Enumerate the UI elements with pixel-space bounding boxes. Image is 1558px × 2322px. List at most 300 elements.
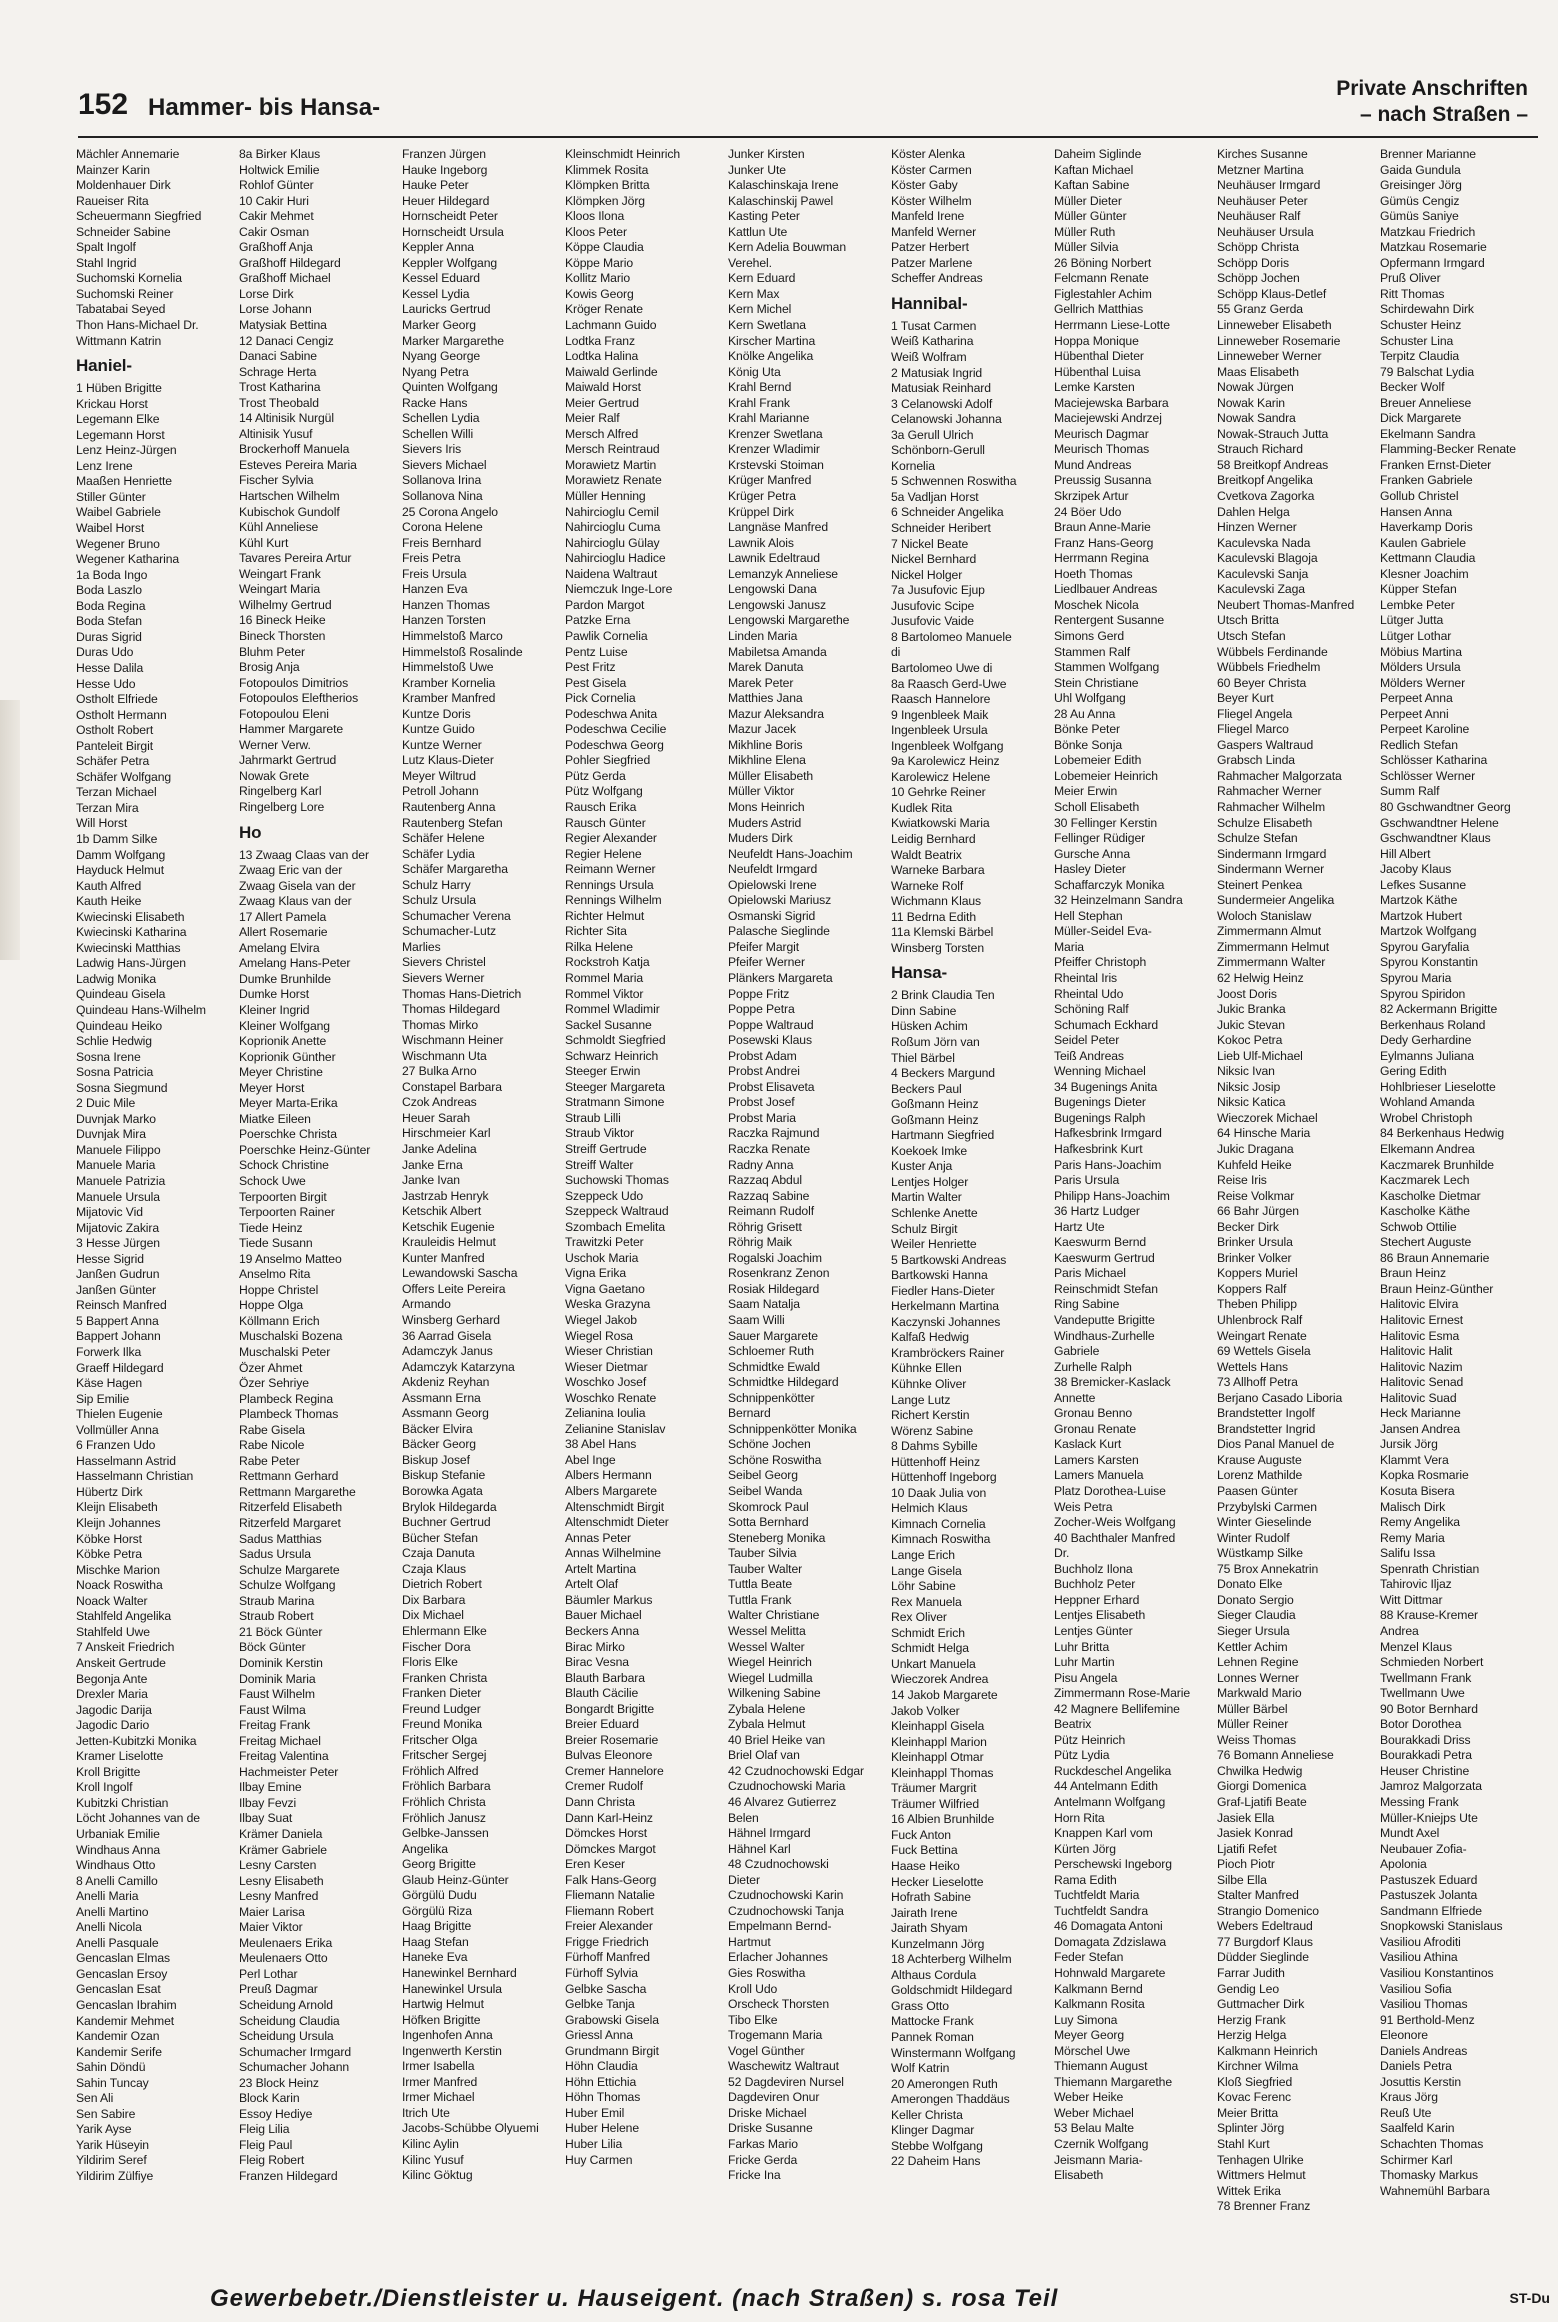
- resident-entry: Linden Maria: [728, 628, 798, 643]
- resident-entry: Fleig Paul: [239, 2137, 293, 2152]
- resident-entry: Kwiatkowski Maria: [891, 816, 990, 831]
- resident-entry: 44 Antelmann Edith: [1054, 1779, 1158, 1794]
- resident-entry: Kosuta Bisera: [1380, 1484, 1455, 1499]
- resident-entry: 16 Bineck Heike: [239, 613, 326, 628]
- resident-entry: Lorse Dirk: [239, 286, 294, 301]
- resident-entry: Kühnke Ellen: [891, 1361, 962, 1376]
- resident-entry: Perpeet Karoline: [1380, 722, 1470, 737]
- resident-entry: 8 Bartolomeo Manuele: [891, 629, 1012, 644]
- resident-entry: Gümüs Cengiz: [1380, 193, 1460, 208]
- resident-entry: Graeff Hildegard: [76, 1360, 164, 1375]
- resident-entry: Anskeit Gertrude: [76, 1655, 166, 1670]
- resident-entry: 12 Danaci Cengiz: [239, 333, 334, 348]
- resident-entry: Poerschke Heinz-Günter: [239, 1142, 371, 1157]
- resident-entry: Fliemann Robert: [565, 1903, 654, 1918]
- resident-entry: Gencaslan Ersoy: [76, 1966, 168, 1981]
- resident-entry: Schellen Willi: [402, 426, 474, 441]
- resident-entry: Gendig Leo: [1217, 1981, 1280, 1996]
- resident-entry: Schulze Stefan: [1217, 831, 1298, 846]
- resident-entry: Probst Andrei: [728, 1064, 800, 1079]
- resident-entry: Meulenaers Otto: [239, 1951, 328, 1966]
- resident-entry: Schlösser Werner: [1380, 768, 1476, 783]
- resident-entry: Ljatifi Refet: [1217, 1841, 1277, 1856]
- resident-entry: Knappen Karl vom: [1054, 1826, 1153, 1841]
- resident-entry: Himmelstoß Rosalinde: [402, 644, 523, 659]
- resident-entry: Görgülü Dudu: [402, 1888, 477, 1903]
- resident-entry: Lemanzyk Anneliese: [728, 566, 838, 581]
- resident-entry: Sollanova Irina: [402, 473, 482, 488]
- header-rule: [78, 136, 1538, 138]
- resident-entry: Weis Petra: [1054, 1499, 1113, 1514]
- resident-entry: Sadus Matthias: [239, 1531, 322, 1546]
- resident-entry: Driske Susanne: [728, 2121, 813, 2136]
- resident-entry: Razzaq Abdul: [728, 1173, 803, 1188]
- resident-entry: Schmoldt Siegfried: [565, 1033, 666, 1048]
- resident-entry: Schumacher Johann: [239, 2060, 350, 2075]
- resident-entry: Hayduck Helmut: [76, 863, 165, 878]
- resident-entry: Kramer Liselotte: [76, 1749, 164, 1764]
- resident-entry: Köbke Petra: [76, 1547, 142, 1562]
- resident-entry: Eylmanns Juliana: [1380, 1048, 1474, 1063]
- resident-entry: Bongardt Brigitte: [565, 1701, 655, 1716]
- resident-entry: Mächler Annemarie: [76, 147, 180, 161]
- resident-entry: Fleig Robert: [239, 2153, 305, 2168]
- resident-entry: Ketschik Eugenie: [402, 1219, 495, 1234]
- resident-entry: Rommel Wladimir: [565, 1002, 660, 1017]
- resident-entry: Görgülü Riza: [402, 1903, 472, 1918]
- resident-entry: Paris Ursula: [1054, 1173, 1120, 1188]
- resident-entry: Lemke Karsten: [1054, 380, 1135, 395]
- resident-entry: Biskup Josef: [402, 1452, 470, 1467]
- resident-entry: Richter Helmut: [565, 908, 645, 923]
- resident-entry: Duvnjak Mira: [76, 1127, 146, 1142]
- resident-entry: Schneider Heribert: [891, 521, 991, 536]
- resident-entry: Mund Andreas: [1054, 457, 1132, 472]
- resident-entry: Straub Marina: [239, 1593, 315, 1608]
- resident-entry: Klinger Dagmar: [891, 2123, 975, 2138]
- resident-entry: Stahl Kurt: [1217, 2137, 1270, 2151]
- resident-entry: Noack Walter: [76, 1593, 148, 1608]
- resident-entry: Kilinc Aylin: [402, 2137, 459, 2151]
- resident-entry: Kunzelmann Jörg: [891, 1936, 985, 1951]
- resident-entry: 9 Ingenbleek Maik: [891, 707, 989, 722]
- resident-entry: Schmidt Helga: [891, 1641, 969, 1656]
- resident-entry: Martin Walter: [891, 1190, 962, 1205]
- resident-entry: Thomas Mirko: [402, 1017, 479, 1032]
- resident-entry: Raczka Renate: [728, 1142, 811, 1156]
- resident-entry: 32 Heinzelmann Sandra: [1054, 893, 1183, 908]
- resident-entry: Marker Margarethe: [402, 333, 504, 348]
- resident-entry: Kirches Susanne: [1217, 147, 1308, 161]
- resident-entry: Legemann Horst: [76, 427, 165, 442]
- resident-entry: Donato Elke: [1217, 1577, 1283, 1592]
- resident-entry: Schneider Sabine: [76, 224, 171, 239]
- resident-entry: Krahl Bernd: [728, 380, 792, 395]
- resident-entry: Razzaq Sabine: [728, 1188, 810, 1203]
- resident-entry: Kühl Kurt: [239, 535, 289, 550]
- resident-entry: Weska Grazyna: [565, 1297, 651, 1312]
- resident-entry: Kaculevski Sanja: [1217, 566, 1309, 581]
- resident-entry: 1a Boda Ingo: [76, 567, 148, 582]
- resident-entry: Hauke Ingeborg: [402, 162, 488, 177]
- resident-entry: Lachmann Guido: [565, 318, 657, 333]
- resident-entry: Krahl Marianne: [728, 411, 810, 426]
- resident-entry: Kaftan Michael: [1054, 162, 1134, 177]
- resident-entry: Meyer Wiltrud: [402, 768, 476, 783]
- resident-entry: Kleinschmidt Heinrich: [565, 147, 681, 161]
- resident-entry: Rautenberg Stefan: [402, 815, 503, 830]
- resident-entry: Annas Wilhelmine: [565, 1546, 661, 1561]
- resident-entry: Lehnen Regine: [1217, 1655, 1299, 1670]
- resident-entry: Irmer Isabella: [402, 2059, 475, 2074]
- resident-entry: Windhaus-Zurhelle: [1054, 1328, 1155, 1343]
- resident-entry: Schäfer Petra: [76, 754, 150, 769]
- resident-entry: Müller-Seidel Eva-: [1054, 924, 1152, 939]
- resident-entry: Muschalski Peter: [239, 1345, 331, 1360]
- resident-entry: Wessel Melitta: [728, 1623, 806, 1638]
- resident-entry: Beyer Kurt: [1217, 691, 1274, 706]
- resident-entry: Janßen Günter: [76, 1282, 156, 1297]
- resident-entry: Mörschel Uwe: [1054, 2043, 1131, 2058]
- resident-entry: 46 Alvarez Gutierrez: [728, 1794, 837, 1809]
- resident-entry: Fuck Bettina: [891, 1843, 958, 1858]
- resident-entry: Empelmann Bernd-: [728, 1919, 832, 1934]
- resident-entry: Haag Brigitte: [402, 1919, 472, 1934]
- resident-entry: Sievers Christel: [402, 955, 486, 970]
- resident-entry: Lenz Irene: [76, 458, 133, 473]
- resident-entry: Hoppe Olga: [239, 1298, 304, 1313]
- resident-entry: Figlestahler Achim: [1054, 286, 1152, 301]
- resident-entry: Sundermeier Angelika: [1217, 893, 1335, 908]
- resident-entry: Mazur Aleksandra: [728, 706, 824, 721]
- resident-entry: Buchner Gertrud: [402, 1515, 491, 1530]
- resident-entry: Wieczorek Michael: [1217, 1110, 1318, 1125]
- resident-entry: Schrage Herta: [239, 364, 317, 379]
- resident-entry: Maiwald Horst: [565, 380, 641, 395]
- resident-entry: Schäfer Lydia: [402, 846, 475, 861]
- resident-entry: Rex Oliver: [891, 1610, 947, 1625]
- resident-entry: Schumacher-Lutz: [402, 924, 497, 939]
- resident-entry: Manuele Patrizia: [76, 1174, 166, 1188]
- resident-entry: Löcht Johannes van de: [76, 1811, 200, 1826]
- resident-entry: Podeschwa Georg: [565, 737, 664, 752]
- resident-entry: Jamroz Malgorzata: [1380, 1779, 1482, 1794]
- resident-entry: Rahmacher Wilhelm: [1217, 799, 1326, 814]
- resident-entry: Hofrath Sabine: [891, 1890, 971, 1905]
- resident-entry: Janke Erna: [402, 1157, 463, 1172]
- resident-entry: Breuer Anneliese: [1380, 395, 1472, 410]
- resident-entry: Nowak-Strauch Jutta: [1217, 426, 1329, 441]
- resident-entry: Blauth Barbara: [565, 1670, 645, 1685]
- resident-entry: Nowak Jürgen: [1217, 380, 1294, 395]
- resident-entry: Richert Kerstin: [891, 1408, 970, 1423]
- resident-entry: Wolf Katrin: [891, 2061, 950, 2076]
- resident-entry: Daniels Andreas: [1380, 2043, 1468, 2058]
- resident-entry: Gencaslan Elmas: [76, 1951, 171, 1966]
- resident-entry: Driske Michael: [728, 2105, 807, 2120]
- resident-entry: Assmann Erna: [402, 1390, 481, 1405]
- resident-entry: Straub Robert: [239, 1609, 314, 1624]
- resident-entry: Racke Hans: [402, 395, 468, 410]
- resident-entry: Pfeifer Margit: [728, 939, 800, 954]
- resident-entry: Lange Lutz: [891, 1392, 951, 1407]
- resident-entry: Rosenkranz Zenon: [728, 1266, 830, 1281]
- resident-entry: Hüttenhoff Heinz: [891, 1454, 980, 1469]
- resident-entry: Breier Rosemarie: [565, 1732, 659, 1747]
- resident-entry: 60 Beyer Christa: [1217, 675, 1307, 690]
- resident-entry: Lesny Manfred: [239, 1889, 319, 1904]
- resident-entry: Bluhm Peter: [239, 644, 305, 659]
- resident-entry: Schirmer Karl: [1380, 2152, 1453, 2167]
- resident-entry: Winsberg Torsten: [891, 940, 985, 955]
- resident-entry: 40 Bachthaler Manfred: [1054, 1530, 1176, 1545]
- resident-entry: Mölders Ursula: [1380, 660, 1461, 675]
- resident-entry: Pütz Gerda: [565, 768, 626, 783]
- resident-entry: Yildirim Zülfiye: [76, 2169, 154, 2183]
- resident-entry: Pruß Oliver: [1380, 271, 1441, 286]
- resident-entry: Probst Elisaveta: [728, 1079, 815, 1094]
- resident-entry: Streiff Gertrude: [565, 1142, 647, 1156]
- resident-entry: Scholl Elisabeth: [1054, 799, 1140, 814]
- resident-entry: Farkas Mario: [728, 2137, 798, 2151]
- resident-entry: 23 Block Heinz: [239, 2075, 319, 2090]
- resident-entry: Linneweber Elisabeth: [1217, 318, 1332, 333]
- resident-entry: 91 Berthold-Menz: [1380, 2012, 1475, 2027]
- resident-entry: Kirchner Wilma: [1217, 2059, 1299, 2074]
- resident-entry: Yarik Ayse: [76, 2122, 132, 2137]
- resident-entry: Terpitz Claudia: [1380, 349, 1460, 364]
- resident-entry: Raasch Hannelore: [891, 692, 991, 707]
- resident-entry: Kaeswurm Bernd: [1054, 1235, 1147, 1250]
- resident-entry: Vasiliou Athina: [1380, 1950, 1458, 1965]
- resident-entry: Hähnel Karl: [728, 1841, 791, 1856]
- resident-entry: 1 Tusat Carmen: [891, 318, 977, 333]
- resident-entry: Reuß Ute: [1380, 2105, 1432, 2120]
- resident-entry: Duras Udo: [76, 645, 134, 660]
- resident-entry: Heppner Erhard: [1054, 1592, 1140, 1607]
- resident-entry: Terzan Michael: [76, 785, 157, 800]
- resident-entry: Braun Anne-Marie: [1054, 520, 1151, 535]
- resident-entry: Spalt Ingolf: [76, 240, 136, 255]
- resident-entry: Buchholz Ilona: [1054, 1561, 1133, 1576]
- resident-entry: 10 Gehrke Reiner: [891, 785, 986, 800]
- resident-entry: Martzok Hubert: [1380, 908, 1462, 923]
- resident-entry: Seidel Peter: [1054, 1033, 1120, 1048]
- resident-entry: Schöpp Doris: [1217, 255, 1289, 270]
- resident-entry: Anelli Maria: [76, 1889, 139, 1904]
- resident-entry: Franken Christa: [402, 1670, 488, 1685]
- resident-entry: 9a Karolewicz Heinz: [891, 754, 1000, 769]
- resident-entry: Fleig Lilia: [239, 2122, 290, 2137]
- resident-entry: Träumer Margrit: [891, 1781, 977, 1796]
- resident-entry: Stahlfeld Angelika: [76, 1609, 172, 1624]
- resident-entry: Nahircioglu Cemil: [565, 504, 659, 519]
- resident-entry: Kaczmarek Brunhilde: [1380, 1157, 1494, 1172]
- resident-entry: Meurisch Dagmar: [1054, 426, 1149, 441]
- resident-entry: Begonja Ante: [76, 1671, 148, 1686]
- resident-entry: Träumer Wilfried: [891, 1796, 980, 1811]
- resident-entry: Franzen Hildegard: [239, 2169, 338, 2183]
- resident-entry: Lütger Lothar: [1380, 628, 1452, 643]
- directory-column: [402, 147, 562, 2257]
- resident-entry: Hesse Udo: [76, 676, 136, 691]
- resident-entry: Daheim Siglinde: [1054, 147, 1142, 161]
- resident-entry: Köster Gaby: [891, 178, 958, 193]
- resident-entry: Hoppa Monique: [1054, 333, 1139, 348]
- resident-entry: 28 Au Anna: [1054, 706, 1116, 721]
- resident-entry: Brandstetter Ingolf: [1217, 1406, 1315, 1421]
- resident-entry: Holtwick Emilie: [239, 162, 320, 177]
- resident-entry: Moschek Nicola: [1054, 597, 1139, 612]
- resident-entry: Sieger Ursula: [1217, 1623, 1290, 1638]
- resident-entry: Raueiser Rita: [76, 193, 149, 208]
- resident-entry: Hanzen Eva: [402, 582, 468, 597]
- resident-entry: Zocher-Weis Wolfgang: [1054, 1515, 1176, 1530]
- resident-entry: Eleonore: [1380, 2028, 1428, 2043]
- resident-entry: Czudnochowski Karin: [728, 1888, 844, 1903]
- resident-entry: Streiff Walter: [565, 1157, 634, 1172]
- resident-entry: Kessel Lydia: [402, 286, 470, 301]
- resident-entry: Thomas Hans-Dietrich: [402, 986, 522, 1001]
- resident-entry: Fürhoff Sylvia: [565, 1965, 638, 1980]
- resident-entry: Schumach Eckhard: [1054, 1017, 1159, 1032]
- resident-entry: Sievers Werner: [402, 970, 485, 985]
- resident-entry: Schöpp Christa: [1217, 240, 1299, 255]
- resident-entry: Jukic Stevan: [1217, 1017, 1285, 1032]
- resident-entry: Anelli Martino: [76, 1904, 149, 1919]
- resident-entry: Briel Olaf van: [728, 1748, 800, 1763]
- resident-entry: di: [891, 645, 901, 660]
- resident-entry: Kokoc Petra: [1217, 1033, 1283, 1048]
- resident-entry: Rahmacher Malgorzata: [1217, 768, 1342, 783]
- resident-entry: Artelt Olaf: [565, 1577, 619, 1592]
- resident-entry: Richter Sita: [565, 924, 627, 939]
- resident-entry: Neuhäuser Peter: [1217, 193, 1308, 208]
- resident-entry: Ilbay Emine: [239, 1780, 302, 1795]
- resident-entry: Lütger Jutta: [1380, 613, 1444, 628]
- resident-entry: Haneke Eva: [402, 1950, 468, 1965]
- resident-entry: Köbke Horst: [76, 1531, 142, 1546]
- resident-entry: Hartmann Siegfried: [891, 1128, 995, 1143]
- resident-entry: Wörenz Sabine: [891, 1423, 974, 1438]
- resident-entry: Kalaschinskij Pawel: [728, 193, 834, 208]
- resident-entry: Matthies Jana: [728, 691, 803, 706]
- directory-column: [1217, 147, 1377, 2257]
- resident-entry: Krämer Daniela: [239, 1826, 323, 1841]
- resident-entry: Knölke Angelika: [728, 349, 814, 364]
- resident-entry: Schumacher Irmgard: [239, 2044, 351, 2059]
- resident-entry: Dix Barbara: [402, 1592, 466, 1607]
- resident-entry: Naidena Waltraut: [565, 566, 658, 581]
- resident-entry: Schöpp Klaus-Detlef: [1217, 286, 1327, 301]
- resident-entry: Hohnwald Margarete: [1054, 1965, 1166, 1980]
- resident-entry: Kascholke Dietmar: [1380, 1188, 1481, 1203]
- resident-entry: Heuser Christine: [1380, 1763, 1470, 1778]
- resident-entry: Keller Christa: [891, 2107, 963, 2122]
- resident-entry: Kroll Udo: [728, 1981, 778, 1996]
- resident-entry: Lesny Carsten: [239, 1858, 317, 1873]
- resident-entry: Kuhfeld Heike: [1217, 1157, 1292, 1172]
- resident-entry: Niksic Ivan: [1217, 1064, 1275, 1079]
- resident-entry: Dedy Gerhardine: [1380, 1033, 1472, 1048]
- resident-entry: Straub Lilli: [565, 1110, 621, 1125]
- resident-entry: Opfermann Irmgard: [1380, 255, 1485, 270]
- resident-entry: Zimmermann Rose-Marie: [1054, 1686, 1191, 1701]
- resident-entry: Müller Viktor: [728, 784, 795, 799]
- resident-entry: Weiler Henriette: [891, 1237, 977, 1252]
- resident-entry: Nowak Grete: [239, 768, 310, 783]
- resident-entry: Meurisch Thomas: [1054, 442, 1150, 457]
- resident-entry: Blauth Cäcilie: [565, 1686, 639, 1701]
- resident-entry: Rommel Viktor: [565, 986, 644, 1001]
- section-title: [1336, 76, 1528, 128]
- resident-entry: Neubert Thomas-Manfred: [1217, 597, 1355, 612]
- resident-entry: 77 Burgdorf Klaus: [1217, 1934, 1313, 1949]
- resident-entry: Schöne Jochen: [728, 1437, 811, 1452]
- resident-entry: Mattocke Frank: [891, 2014, 974, 2029]
- resident-entry: Gelbke-Janssen: [402, 1826, 489, 1841]
- resident-entry: Hafkesbrink Irmgard: [1054, 1126, 1162, 1141]
- resident-entry: 7 Nickel Beate: [891, 536, 969, 551]
- resident-entry: Opielowski Mariusz: [728, 893, 832, 908]
- resident-entry: Weiss Thomas: [1217, 1732, 1296, 1747]
- resident-entry: Kasting Peter: [728, 209, 800, 224]
- resident-entry: Maria: [1054, 939, 1084, 954]
- resident-entry: Erlacher Johannes: [728, 1950, 828, 1965]
- resident-entry: Meier Erwin: [1054, 784, 1118, 799]
- resident-entry: Hartschen Wilhelm: [239, 489, 340, 504]
- resident-entry: Helmich Klaus: [891, 1501, 968, 1516]
- resident-entry: Hansen Anna: [1380, 504, 1453, 519]
- resident-entry: Hafkesbrink Kurt: [1054, 1142, 1143, 1156]
- resident-entry: Wiegel Jakob: [565, 1313, 637, 1328]
- resident-entry: Guttmacher Dirk: [1217, 1997, 1305, 2012]
- resident-entry: Fotopoulou Eleni: [239, 706, 329, 721]
- resident-entry: Tuchtfeldt Maria: [1054, 1888, 1140, 1903]
- resident-entry: Mainzer Karin: [76, 162, 150, 177]
- resident-entry: Himmelstoß Marco: [402, 628, 503, 643]
- resident-entry: Halitovic Suad: [1380, 1390, 1457, 1405]
- resident-entry: Ostholt Hermann: [76, 707, 167, 722]
- resident-entry: Köppe Claudia: [565, 240, 644, 255]
- resident-entry: Quindeau Hans-Wilhelm: [76, 1002, 206, 1017]
- resident-entry: Strangio Domenico: [1217, 1903, 1319, 1918]
- resident-entry: Redlich Stefan: [1380, 737, 1458, 752]
- resident-entry: Quindeau Heiko: [76, 1018, 163, 1033]
- resident-entry: Krüger Petra: [728, 489, 796, 504]
- resident-entry: Pannek Roman: [891, 2029, 974, 2044]
- resident-entry: Lonnes Werner: [1217, 1670, 1299, 1685]
- resident-entry: Dumke Brunhilde: [239, 971, 331, 986]
- resident-entry: Wegener Katharina: [76, 552, 180, 567]
- resident-entry: Schaffarczyk Monika: [1054, 877, 1165, 892]
- resident-entry: Jasiek Konrad: [1217, 1826, 1293, 1841]
- resident-entry: Scheidung Ursula: [239, 2029, 334, 2044]
- resident-entry: König Uta: [728, 364, 781, 379]
- resident-entry: Jastrzab Henryk: [402, 1188, 489, 1203]
- resident-entry: Dahlen Helga: [1217, 504, 1290, 519]
- resident-entry: Artelt Martina: [565, 1561, 637, 1576]
- resident-entry: Witt Dittmar: [1380, 1592, 1443, 1607]
- resident-entry: Meyer Horst: [239, 1080, 305, 1095]
- resident-entry: Pastuszek Jolanta: [1380, 1888, 1478, 1903]
- resident-entry: Sievers Michael: [402, 457, 487, 472]
- resident-entry: Niemczuk Inge-Lore: [565, 582, 673, 597]
- resident-entry: Müller Silvia: [1054, 240, 1119, 255]
- resident-entry: Mersch Alfred: [565, 426, 639, 441]
- resident-entry: Becker Dirk: [1217, 1219, 1279, 1234]
- resident-entry: Wieczorek Andrea: [891, 1672, 989, 1687]
